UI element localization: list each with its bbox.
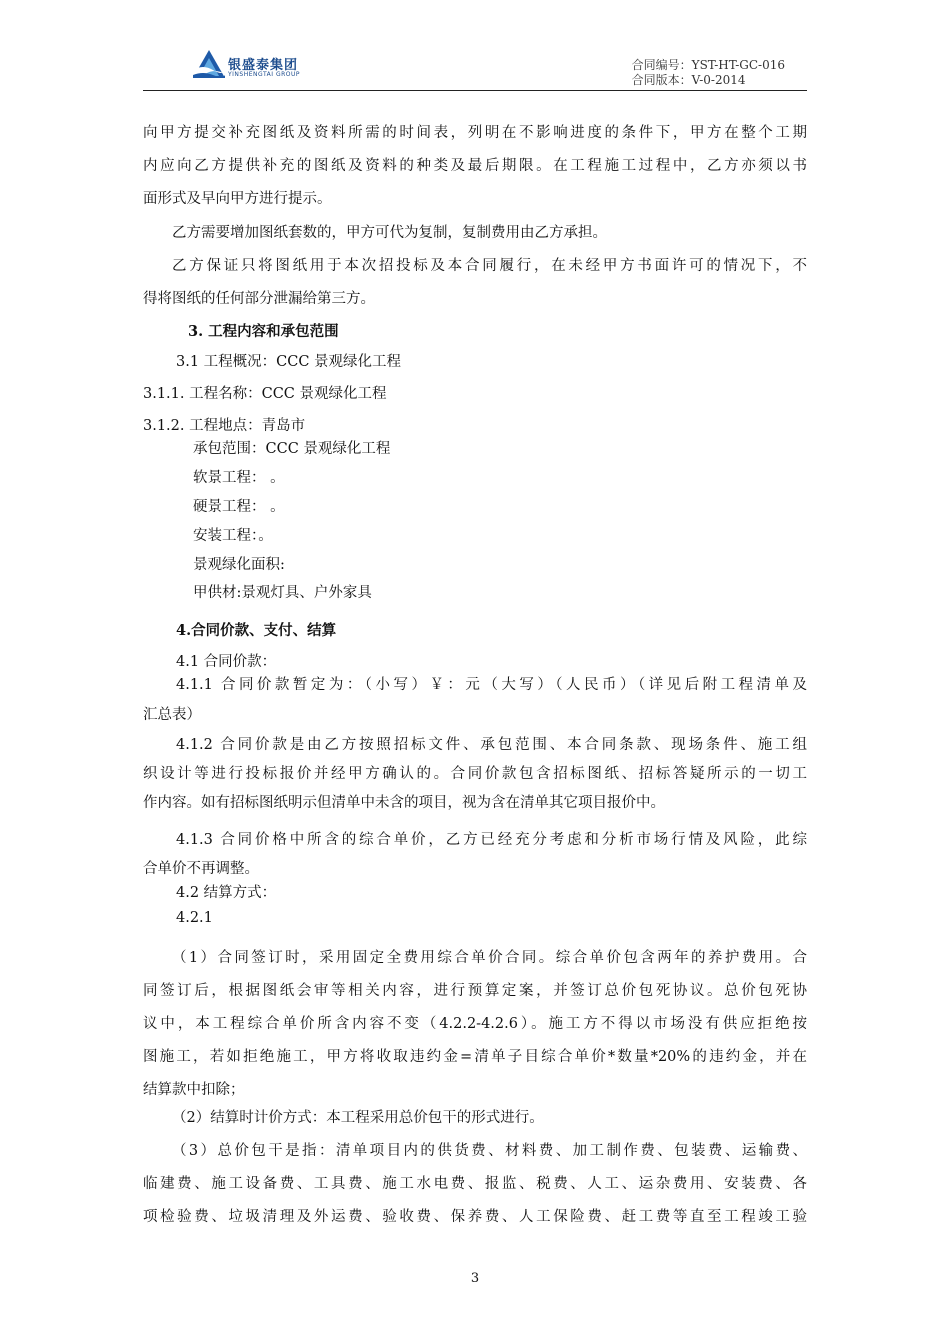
header-divider — [143, 90, 807, 91]
body-line: 景观绿化面积: — [193, 557, 285, 573]
body-line: 4.2.1 — [176, 910, 213, 926]
body-line: 汇总表） — [143, 707, 201, 723]
logo-chinese-name: 银盛泰集团 — [228, 58, 299, 73]
page-number: 3 — [470, 1271, 480, 1286]
body-line: 3.1.2. 工程地点：青岛市 — [143, 418, 306, 434]
body-line: 结算款中扣除； — [143, 1082, 245, 1098]
body-line: 安装工程：。 — [193, 528, 273, 544]
body-line: 议中，本工程综合单价所含内容不变（4.2.2-4.2.6）。施工方不得以市场没有供应拒绝按 — [143, 1016, 807, 1032]
body-line: （2）结算时计价方式：本工程采用总价包干的形式进行。 — [172, 1110, 544, 1126]
body-line: 同签订后，根据图纸会审等相关内容，进行预算定案，并签订总价包死协议。总价包死协 — [143, 983, 807, 999]
body-line: 得将图纸的任何部分泄漏给第三方。 — [143, 291, 375, 307]
contract-version: 合同版本：V-0-2014 — [631, 73, 746, 87]
body-line: 向甲方提交补充图纸及资料所需的时间表，列明在不影响进度的条件下，甲方在整个工期 — [143, 125, 807, 141]
body-line: 4.2 结算方式： — [176, 885, 277, 901]
body-line: 面形式及早向甲方进行提示。 — [143, 191, 332, 207]
logo-english-name: YINSHENGTAI GROUP — [228, 71, 300, 78]
body-line: 4.1.1 合同价款暂定为：（小写）￥：元（大写）（人民币）（详见后附工程清单及 — [176, 677, 807, 693]
contract-number: 合同编号：YST-HT-GC-016 — [631, 58, 785, 72]
mountain-logo-icon — [191, 48, 227, 82]
body-line: 乙方需要增加图纸套数的，甲方可代为复制，复制费用由乙方承担。 — [172, 225, 607, 241]
body-line: 4.1 合同价款： — [176, 654, 277, 670]
body-line: 项检验费、垃圾清理及外运费、验收费、保养费、人工保险费、赶工费等直至工程竣工验 — [143, 1209, 807, 1225]
body-line: 承包范围：CCC 景观绿化工程 — [193, 441, 391, 457]
body-line: 图施工，若如拒绝施工，甲方将收取违约金=清单子目综合单价*数量*20%的违约金，并在 — [143, 1049, 807, 1065]
body-line: 4.1.3 合同价格中所含的综合单价，乙方已经充分考虑和分析市场行情及风险，此综 — [176, 832, 807, 848]
body-line: 内应向乙方提供补充的图纸及资料的种类及最后期限。在工程施工过程中，乙方亦须以书 — [143, 158, 807, 174]
body-line: 软景工程： 。 — [193, 470, 285, 486]
company-logo — [191, 48, 351, 88]
body-line: 作内容。如有招标图纸明示但清单中未含的项目，视为含在清单其它项目报价中。 — [143, 795, 665, 811]
body-line: 临建费、施工设备费、工具费、施工水电费、报监、税费、人工、运杂费用、安装费、各 — [143, 1176, 807, 1192]
body-line: （3）总价包干是指：清单项目内的供货费、材料费、加工制作费、包装费、运输费、 — [172, 1143, 807, 1159]
page-header — [143, 40, 807, 92]
body-line: 3.1.1. 工程名称：CCC 景观绿化工程 — [143, 386, 387, 402]
section-heading-4: 4.合同价款、支付、结算 — [176, 622, 337, 639]
body-line: 织设计等进行投标报价并经甲方确认的。合同价款包含招标图纸、招标答疑所示的一切工 — [143, 766, 807, 782]
body-line: 合单价不再调整。 — [143, 861, 259, 877]
body-line: （1）合同签订时，采用固定全费用综合单价合同。综合单价包含两年的养护费用。合 — [172, 950, 807, 966]
body-line: 3.1 工程概况：CCC 景观绿化工程 — [176, 354, 402, 370]
body-line: 4.1.2 合同价款是由乙方按照招标文件、承包范围、本合同条款、现场条件、施工组 — [176, 737, 807, 753]
body-line: 乙方保证只将图纸用于本次招投标及本合同履行，在未经甲方书面许可的情况下，不 — [172, 258, 807, 274]
body-line: 甲供材:景观灯具、户外家具 — [193, 585, 372, 601]
section-heading-3: 3. 工程内容和承包范围 — [188, 323, 339, 340]
contract-info — [632, 58, 785, 88]
body-line: 硬景工程： 。 — [193, 499, 285, 515]
